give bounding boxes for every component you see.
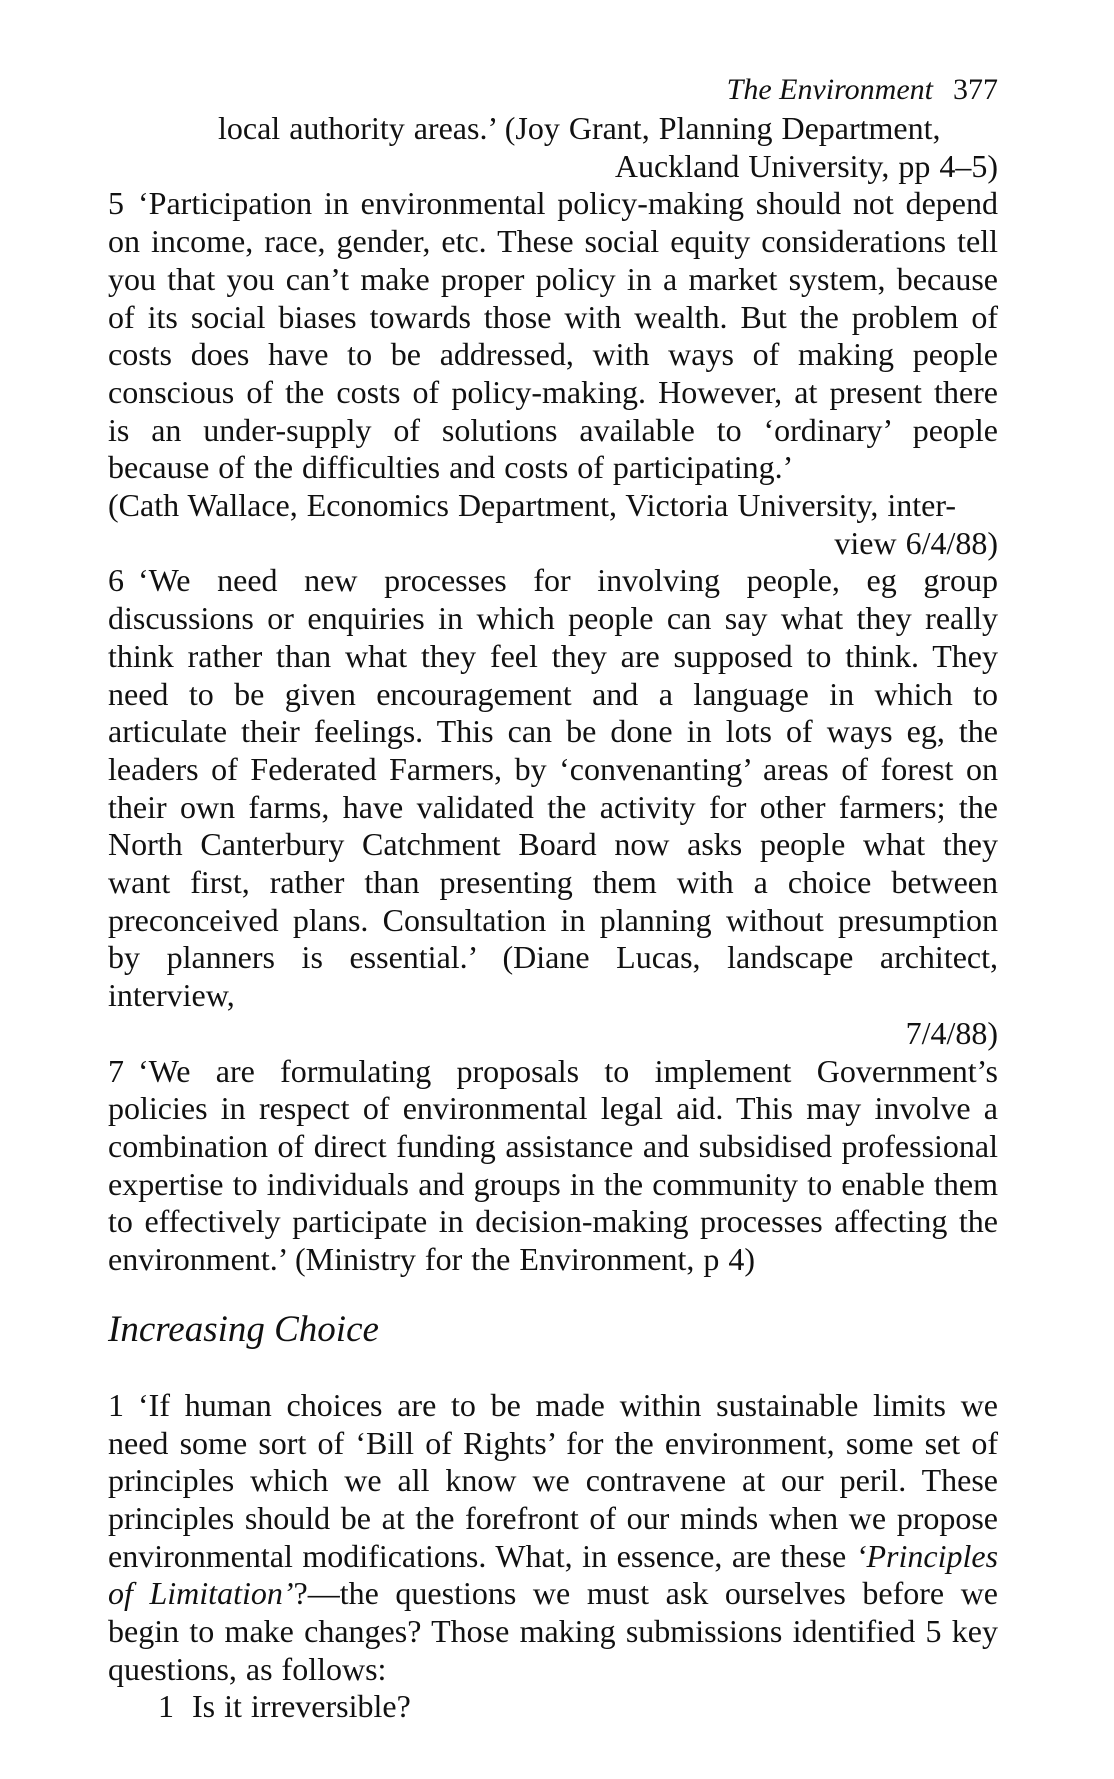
- item4-tail-line2: Auckland University, pp 4–5): [614, 147, 998, 184]
- choice-item1-text-after: ?—the questions we must ask ourselves before we begin to make changes? Those making submissions identified 5 key questions, as follows:: [108, 1575, 999, 1687]
- choice-item1-text-before: ‘If human choices are to be made within sustainable limits we need some sort of ‘Bill of Rights’ for the environment, some set of principles which we all know we contravene at our peril. These principles should be at the forefront of our minds when we propose environmental modifications. What, in essence, are these: [108, 1386, 998, 1574]
- question-item: [108, 1688, 998, 1726]
- running-head: [108, 72, 998, 108]
- item6-number: 6: [108, 562, 124, 599]
- item4-tail-line1: local authority areas.’ (Joy Grant, Planning Department,: [218, 110, 941, 146]
- item5-number: 5: [108, 185, 124, 222]
- choice-item1-paragraph: [108, 1387, 998, 1689]
- item7-number: 7: [108, 1052, 124, 1089]
- item5-paragraph: [108, 185, 998, 487]
- question-number: 1: [158, 1688, 174, 1725]
- item7-paragraph: [108, 1053, 998, 1279]
- choice-item1-number: 1: [108, 1386, 124, 1423]
- item6-paragraph: [108, 562, 998, 1014]
- section-heading: Increasing Choice: [108, 1308, 379, 1350]
- page-number: 377: [953, 73, 998, 106]
- question-text: Is it irreversible?: [192, 1688, 411, 1725]
- item5-text: ‘Participation in environmental policy-making should not depend on income, race, gender, etc. These social equity considerations tell you that you can’t make proper policy in a market system, because of its social biases towards those with wealth. But the problem of costs does have to be addressed, with ways of making people conscious of the costs of policy-making. However, at present there is an under-supply of solutions available to ‘ordinary’ people because of the difficulties and costs of participating.’: [108, 185, 998, 486]
- item6-attribution-tail: 7/4/88): [905, 1014, 998, 1051]
- principles-of-limitation: ‘Principles of Limitation’: [108, 1537, 999, 1612]
- item5-attribution-line1: (Cath Wallace, Economics Department, Victoria University, inter-: [108, 487, 956, 524]
- item5-attribution-line2: view 6/4/88): [834, 524, 998, 561]
- document-page: [108, 72, 998, 1726]
- item6-text: ‘We need new processes for involving people, eg group discussions or enquiries in which people can say what they really think rather than what they feel they are supposed to think. They need to be given encouragement and a language in which to articulate their feelings. This can be done in lots of ways eg, the leaders of Federated Farmers, by ‘convenanting’ areas of forest on their own farms, have validated the activity for other farmers; the North Canterbury Catchment Board now asks people what they want first, rather than presenting them with a choice between preconceived plans. Consultation in planning without presumption by planners is essential.’ (Diane Lucas, landscape architect, interview,: [108, 562, 998, 1014]
- item7-text: ‘We are formulating proposals to implement Government’s policies in respect of environmental legal aid. This may involve a combination of direct funding assistance and subsidised professional expertise to individuals and groups in the community to enable them to effectively participate in decision-making processes affecting the environment.’ (Ministry for the Environment, p 4): [108, 1052, 998, 1278]
- running-head-title: The Environment: [726, 73, 933, 106]
